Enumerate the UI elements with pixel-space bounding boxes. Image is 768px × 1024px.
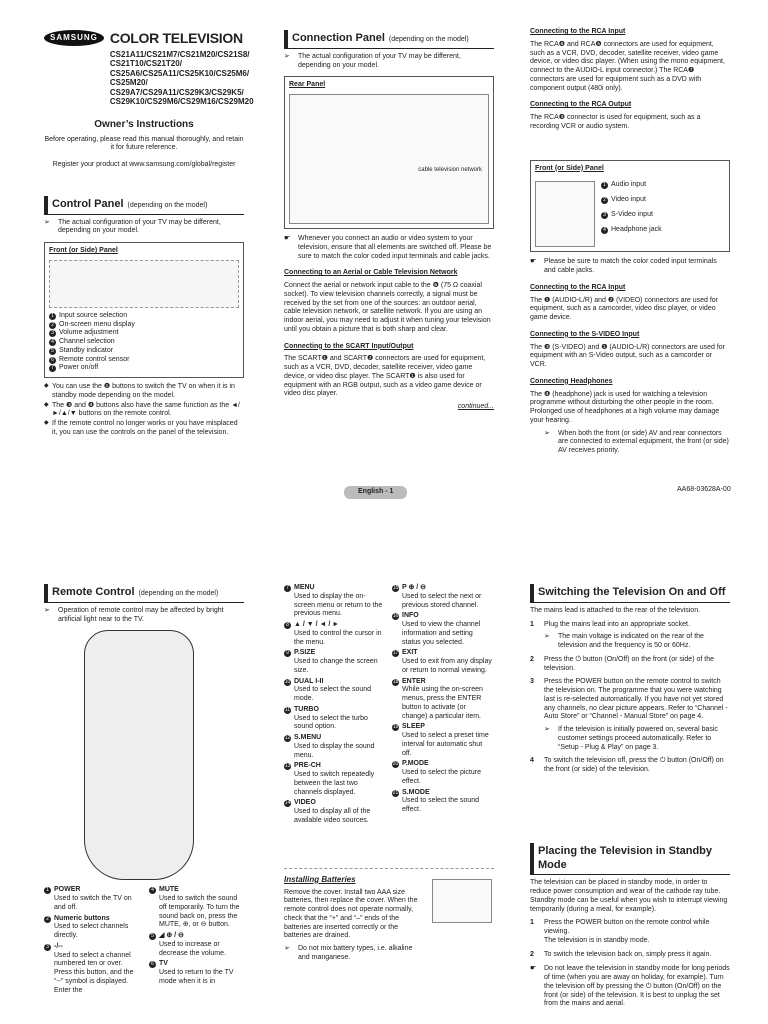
list-item: 11 TURBO Used to select the turbo sound option. [284, 705, 368, 731]
list-item: 18 ENTER While using the on-screen menus, press the ENTER button to activate (or change) a particular item. [392, 677, 483, 720]
note-arrow-icon: ➢ [44, 606, 50, 614]
page-number: English - 1 [344, 486, 407, 499]
control-panel-note [44, 219, 244, 237]
front-rca-heading: Connecting to the RCA Input [530, 283, 626, 291]
model-list: CS21A11/CS21M7/CS21M20/CS21S8/ CS21T10/CS21T20/ CS25A6/CS25A11/CS25K10/CS25M6/ CS25M20/ CS29A7/CS29A11/CS29K3/CS29K5/ CS29K10/CS29M6/CS29M16/CS29M20 [109, 49, 254, 107]
rear-panel-illustration [289, 94, 489, 224]
remote-control-heading [44, 584, 244, 603]
rca-output-text: The RCA❸ connector is used for equipment, such as a recording VCR or audio system. [530, 114, 701, 130]
column-2 [284, 30, 494, 412]
list-item: ◆ If the remote control no longer works or you have misplaced it, you can use the controls on the panel of the television. [44, 420, 244, 438]
control-panel-heading [44, 196, 244, 215]
list-item: 3 -/-- Used to select a channel numbered ten or over. Press this button, and the “--” symbol is displayed. Enter the [44, 943, 139, 996]
control-panel-items [49, 312, 239, 373]
column-1 [44, 30, 254, 439]
rear-panel-box [284, 76, 494, 229]
document-title: COLOR TELEVISION [109, 30, 243, 46]
standby-lead: The television can be placed in standby mode, in order to reduce power consumption and wear of the cathode ray tube. Standby mode can be useful when you wish to interrupt viewing temporarily (during a meal, for example). [530, 879, 728, 913]
headphones-text: The ❹ (headphone) jack is used for watching a television programme without disturbing the other people in the room. Prolonged use of headphones at a high volume may damage your hearing. [530, 390, 720, 424]
list-item: 3 S-Video input [601, 211, 662, 220]
note-arrow-icon: ➢ [284, 52, 290, 60]
front-panel-illustration [49, 260, 239, 308]
list-item: 4 Headphone jack [601, 226, 662, 235]
list-item: 14 VIDEO Used to display all of the available video sources. [284, 799, 371, 824]
standby-heading [530, 843, 730, 876]
column-3 [530, 28, 730, 456]
headphones-heading: Connecting Headphones [530, 377, 613, 385]
list-item: 2 To switch the television back on, simply press it again. [530, 950, 712, 958]
rca-input-text: The RCA❹ and RCA❺ connectors are used for equipment, such as a VCR, DVD, decoder, satellite receiver, video game device, or video disc player. (When using the mono equipment, connect to the AUDIO-L input connector.) The RCA❼ connectors are used for equipment such as a DVD with component output (480i only). [530, 40, 725, 92]
front-warning: ☛ Please be sure to match the color coded input terminals and cable jacks. [530, 258, 717, 274]
control-panel-note-text: The actual configuration of your TV may be different, depending on your model. [58, 218, 221, 235]
switching-heading [530, 584, 730, 603]
list-item: 15 P ⊕ / ⊖ Used to select the next or previous stored channel. [392, 584, 482, 609]
connection-panel-subtitle: (depending on the model) [388, 36, 469, 43]
aerial-heading: Connecting to an Aerial or Cable Television Network [284, 269, 458, 277]
scart-heading: Connecting to the SCART Input/Output [284, 342, 414, 350]
list-item: 6 TV Used to return to the TV mode when it is in [149, 960, 244, 986]
rca-output-heading: Connecting to the RCA Output [530, 101, 632, 109]
remote-column [44, 584, 244, 997]
batteries-text: Remove the cover. Install two AAA size batteries, then replace the cover. When the remote control does not operate normally, check that the “+” and “–” ends of the batteries are inserted correctly or the batteries are drained. [284, 888, 418, 940]
list-item: 8 ▲ / ▼ / ◄ / ► Used to control the cursor in the menu. [284, 621, 384, 647]
batteries-section [284, 875, 494, 963]
switching-column [530, 584, 730, 1009]
list-item: 6 Remote control sensor [49, 356, 239, 365]
list-item: ◆ The ❸ and ❹ buttons also have the same function as the ◄/►/▲/▼ buttons on the remote control. [44, 402, 244, 420]
aerial-text: Connect the aerial or network input cable to the ❻ (75 Ω coaxial socket). To view television channels correctly, a signal must be received by the set from one of the sources: an outdoor aerial, cable television network, or satellite network. If you are using an indoor aerial, you may need to adjust it when tuning your television until you obtain a picture that is both sharp and clear. [284, 282, 491, 333]
list-item: 3 Press the POWER button on the remote control to switch the television on. The programme that you were watching last is re-selected automatically. If you have not yet stored any channels, no clear picture appears. Refer to “Channel - Auto Store” or “Channel - Manual Store” on page 4. ➢ If the television is initially powered on, several basic customer settings proceed automatically. Refer to “Setup - Plug & Play” on page 3. [530, 678, 728, 751]
list-item: 20 P.MODE Used to select the picture effect. [392, 760, 481, 785]
list-item: 4 Channel selection [49, 338, 239, 347]
samsung-logo: SAMSUNG [44, 30, 104, 46]
standby-title: Placing the Television in Standby Mode [538, 844, 712, 871]
remote-buttons-column [284, 584, 494, 963]
page-bottom [0, 512, 768, 1024]
front-rca-text: The ❶ (AUDIO-L/R) and ❷ (VIDEO) connectors are used for equipment, such as a camcorder, video disc player, or video game device. [530, 296, 719, 321]
remote-control-illustration [84, 630, 194, 880]
control-panel-subtitle: (depending on the model) [127, 201, 208, 209]
connection-panel-title: Connection Panel [292, 32, 385, 44]
list-item: 1 Plug the mains lead into an appropriate socket. ➢ The main voltage is indicated on the rear of the television and the frequency is 50 or 60Hz. [530, 620, 704, 649]
standby-steps [530, 919, 730, 959]
svideo-heading: Connecting to the S-VIDEO Input [530, 330, 640, 338]
note-arrow-icon: ➢ [44, 218, 50, 226]
hand-pointer-icon: ☛ [284, 235, 291, 242]
list-item: 1 Press the POWER button on the remote control while viewing. The television is in standby mode. [530, 919, 710, 944]
battery-illustration [432, 879, 492, 923]
rca-input-heading: Connecting to the RCA Input [530, 28, 626, 35]
list-item: 1 Audio input [601, 181, 662, 190]
list-item: 1 POWER Used to switch the TV on and off. [44, 886, 139, 912]
list-item: 1 Input source selection [49, 312, 239, 321]
front-panel-box [44, 242, 244, 378]
list-item: 2 On-screen menu display [49, 321, 239, 330]
list-item: 4 MUTE Used to switch the sound off temporarily. To turn the sound back on, press the MUTE, ⊕, or ⊖ button. [149, 886, 244, 930]
front-panel-title: Front (or Side) Panel [49, 247, 118, 255]
svideo-text: The ❸ (S-VIDEO) and ❶ (AUDIO-L/R) connectors are used for equipment with an S-Video output, such as a camcorder or VCR. [530, 343, 726, 368]
list-item: 3 Volume adjustment [49, 329, 239, 338]
control-panel-title: Control Panel [52, 197, 124, 210]
list-item: 19 SLEEP Used to select a preset time interval for automatic shut off. [392, 723, 489, 757]
front-jack-list [601, 181, 662, 247]
note-arrow-icon: ➢ [544, 726, 550, 733]
cable-network-label: cable television network [418, 167, 482, 173]
list-item: 7 Power on/off [49, 364, 239, 373]
switching-lead: The mains lead is attached to the rear of the television. [530, 606, 701, 614]
list-item: 9 P.SIZE Used to change the screen size. [284, 649, 384, 675]
standby-warning: ☛ Do not leave the television in standby mode for long periods of time (when you are away on holiday, for example). Turn the television off by pressing the ⏻ button (On/Off) on the front (or side) of the television. It is best to unplug the set from the mains and aerial. [530, 965, 730, 1008]
note-arrow-icon: ➢ [544, 633, 550, 641]
hand-pointer-icon: ☛ [530, 965, 537, 973]
list-item: 5 ◢ ⊕ / ⊖ Used to increase or decrease the volume. [149, 932, 244, 958]
continued-label: continued... [457, 403, 494, 410]
note-arrow-icon: ➢ [544, 429, 550, 437]
control-panel-bullets [44, 383, 244, 438]
remote-control-subtitle: (depending on the model) [138, 590, 219, 597]
remote-control-title: Remote Control [52, 586, 135, 598]
list-item: 10 DUAL I-II Used to select the sound mode. [284, 677, 372, 702]
front-side-panel-title: Front (or Side) Panel [535, 164, 604, 172]
list-item: 2 Video input [601, 196, 662, 205]
remote-note: ➢ Operation of remote control may be affected by bright artificial light near to the TV. [44, 606, 224, 623]
list-item: 5 Standby indicator [49, 347, 239, 356]
switching-steps [530, 621, 730, 775]
front-jacks-illustration [535, 181, 595, 247]
remote-list-c2 [284, 584, 384, 828]
headphones-note: ➢ When both the front (or side) AV and rear connectors are connected to external equipment, the front (or side) AV receives priority. [544, 429, 729, 454]
front-side-panel-box [530, 160, 730, 253]
connection-panel-note: ➢ The actual configuration of your TV may be different, depending on your model. [284, 52, 461, 69]
title-block [44, 30, 254, 107]
list-item: 12 S.MENU Used to display the sound menu. [284, 734, 375, 759]
note-arrow-icon: ➢ [284, 945, 290, 952]
document-code: AA68-03628A-00 [677, 486, 731, 493]
list-item: 4 To switch the television off, press the ⏻ button (On/Off) on the front (or side) of the television. [530, 757, 724, 773]
connection-warning: ☛ Whenever you connect an audio or video system to your television, ensure that all elements are switched off. Please be sure to match the color coded input terminals and cable jacks. [284, 235, 492, 260]
owners-instructions-title: Owner’s Instructions [94, 119, 194, 131]
list-item: 2 Numeric buttons Used to select channels directly. [44, 915, 139, 941]
list-item: 17 EXIT Used to exit from any display or return to normal viewing. [392, 649, 492, 674]
rear-panel-title: Rear Panel [289, 81, 326, 89]
list-item: 7 MENU Used to display the on-screen menu or return to the previous menu. [284, 584, 384, 619]
batteries-title: Installing Batteries [284, 874, 356, 884]
register-text: Register your product at www.samsung.com/global/register [52, 161, 236, 169]
list-item: 2 Press the ⏻ button (On/Off) on the front (or side) of the television. [530, 655, 714, 672]
connection-panel-heading [284, 30, 494, 49]
list-item: 21 S.MODE Used to select the sound effect. [392, 788, 480, 813]
batteries-note: ➢ Do not mix battery types, i.e. alkaline and manganese. [284, 945, 413, 961]
scart-text: The SCART❶ and SCART❷ connectors are used for equipment, such as a VCR, DVD, decoder, satellite receiver, video game device, or video disc player. The SCART❶ is also used for equipment with an RGB output, such as a video game device or video disc player. [284, 355, 486, 398]
list-item: ◆ You can use the ❶ buttons to switch the TV on when it is in standby mode depending on the model. [44, 383, 244, 401]
hand-pointer-icon: ☛ [530, 258, 537, 266]
remote-list-c3 [392, 584, 492, 828]
remote-list-bottom [44, 886, 244, 997]
owner-intro: Before operating, please read this manual thoroughly, and retain it for future reference. [44, 135, 244, 152]
list-item: 16 INFO Used to view the channel information and setting status you selected. [392, 612, 481, 646]
switching-title: Switching the Television On and Off [538, 586, 726, 598]
list-item: 13 PRE-CH Used to switch repeatedly between the last two channels displayed. [284, 762, 375, 796]
